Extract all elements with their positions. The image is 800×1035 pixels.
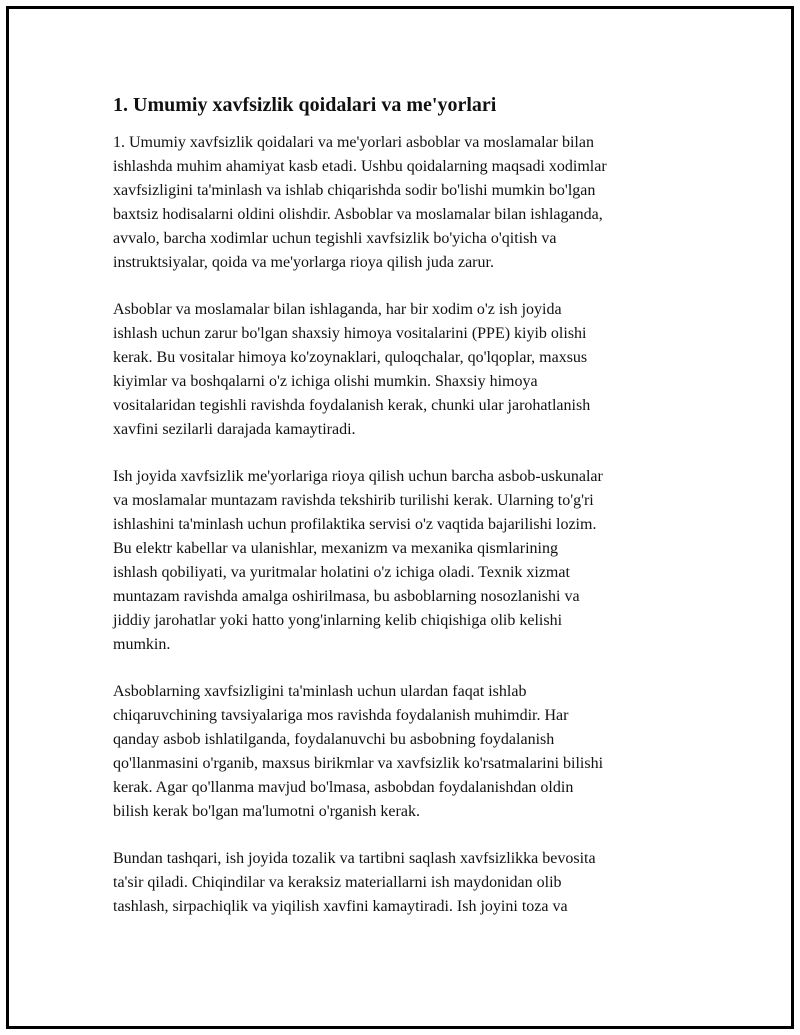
paragraph-5: Bundan tashqari, ish joyida tozalik va tartibni saqlash xavfsizlikka bevosita ta'sir qiladi. Chiqindilar va keraksiz materiallarni ish maydonidan olib tashlash, sirpachiqlik va yiqilish xavfini kamaytiradi. Ish joyini toza va: [113, 850, 596, 915]
document-title: 1. Umumiy xavfsizlik qoidalari va me'yorlari: [113, 94, 497, 116]
document-content: [113, 92, 693, 942]
paragraph-4: Asboblarning xavfsizligini ta'minlash uchun ulardan faqat ishlab chiqaruvchining tavsiyalariga mos ravishda foydalanish muhimdir. Har qanday asbob ishlatilganda, foydalanuvchi bu asbobning foydalanish qo'llanmasini o'rganib, maxsus birikmlar va xavfsizlik ko'rsatmalarini bilishi kerak. Agar qo'llanma mavjud bo'lmasa, asbobdan foydalanishdan oldin bilish kerak bo'lgan ma'lumotni o'rganish kerak.: [113, 683, 604, 820]
paragraph-1: 1. Umumiy xavfsizlik qoidalari va me'yorlari asboblar va moslamalar bilan ishlashda muhim ahamiyat kasb etadi. Ushbu qoidalarning maqsadi xodimlar xavfsizligini ta'minlash va ishlab chiqarishda sodir bo'lishi mumkin bo'lgan baxtsiz hodisalarni oldini olishdir. Asboblar va moslamalar bilan ishlaganda, avvalo, barcha xodimlar uchun tegishli xavfsizlik bo'yicha o'qitish va instruktsiyalar, qoida va me'yorlarga rioya qilish juda zarur.: [113, 134, 607, 271]
paragraph-2: Asboblar va moslamalar bilan ishlaganda, har bir xodim o'z ish joyida ishlash uchun zarur bo'lgan shaxsiy himoya vositalarini (PPE) kiyib olishi kerak. Bu vositalar himoya ko'zoynaklari, quloqchalar, qo'lqoplar, maxsus kiyimlar va boshqalarni o'z ichiga olishi mumkin. Shaxsiy himoya vositalaridan tegishli ravishda foydalanish kerak, chunki ular jarohatlanish xavfini sezilarli darajada kamaytiradi.: [113, 301, 591, 438]
paragraph-3: Ish joyida xavfsizlik me'yorlariga rioya qilish uchun barcha asbob-uskunalar va moslamalar muntazam ravishda tekshirib turilishi kerak. Ularning to'g'ri ishlashini ta'minlash uchun profilaktika servisi o'z vaqtida bajarilishi lozim. Bu elektr kabellar va ulanishlar, mexanizm va mexanika qismlarining ishlash qobiliyati, va yuritmalar holatini o'z ichiga oladi. Texnik xizmat muntazam ravishda amalga oshirilmasa, bu asboblarning nosozlanishi va jiddiy jarohatlar yoki hatto yong'inlarning kelib chiqishiga olib kelishi mumkin.: [113, 468, 603, 653]
